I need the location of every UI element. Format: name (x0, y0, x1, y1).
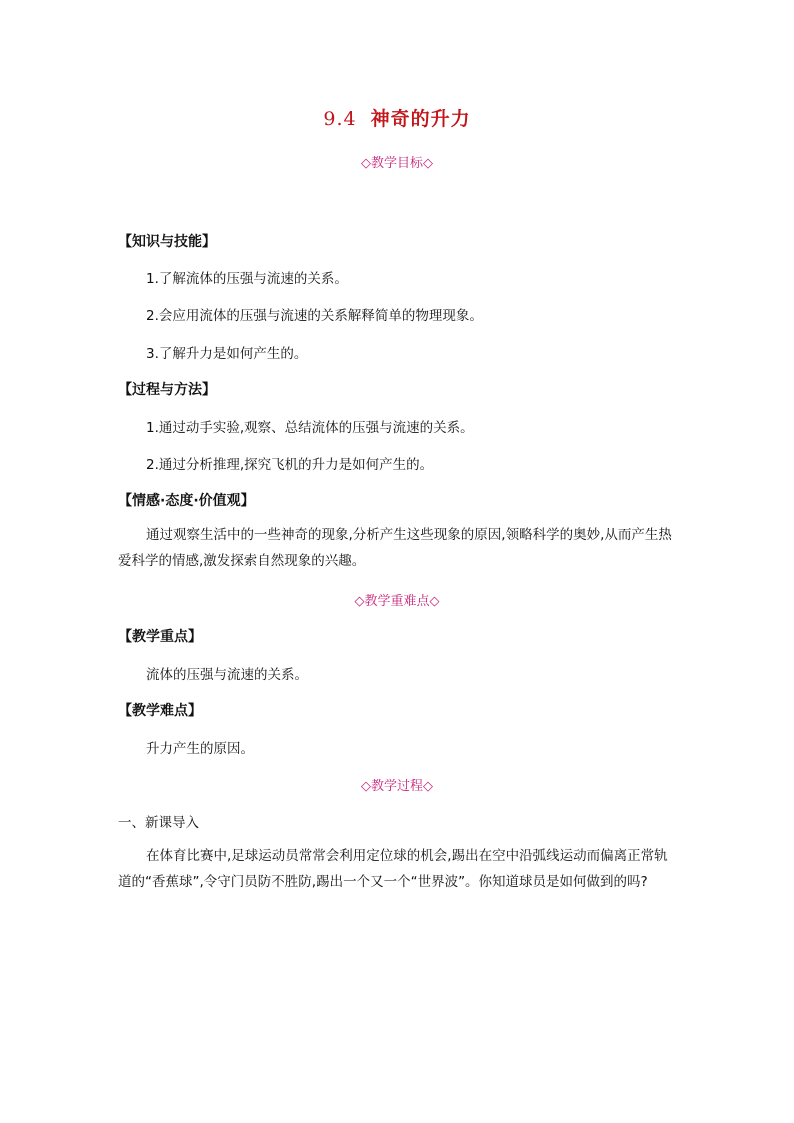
intro-paragraph: 在体育比赛中,足球运动员常常会利用定位球的机会,踢出在空中沿弧线运动而偏离正常轨道的“香蕉球”,令守门员防不胜防,踢出一个又一个“世界波”。你知道球员是如何做到的吗? (118, 848, 668, 890)
section-heading-process: ◇教学过程◇ (361, 779, 433, 794)
emotion-paragraph: 通过观察生活中的一些神奇的现象,分析产生这些现象的原因,领略科学的奥妙,从而产生热爱科学的情感,激发探索自然现象的兴趣。 (118, 527, 672, 569)
knowledge-item: 2.会应用流体的压强与流速的关系解释简单的物理现象。 (146, 308, 483, 324)
knowledge-item: 3.了解升力是如何产生的。 (146, 346, 308, 362)
heading-difficulty: 【教学难点】 (118, 703, 202, 719)
page-title (0, 104, 794, 131)
section-heading-keypoints: ◇教学重难点◇ (354, 594, 440, 609)
heading-method: 【过程与方法】 (118, 382, 216, 398)
lesson-title: 神奇的升力 (370, 108, 471, 130)
lesson-number: 9.4 (323, 108, 357, 130)
heading-intro: 一、新课导入 (118, 815, 199, 831)
method-item: 2.通过分析推理,探究飞机的升力是如何产生的。 (146, 457, 434, 473)
heading-emotion: 【情感·态度·价值观】 (118, 493, 255, 509)
heading-focus: 【教学重点】 (118, 629, 202, 645)
knowledge-item: 1.了解流体的压强与流速的关系。 (146, 271, 348, 287)
difficulty-text: 升力产生的原因。 (146, 741, 254, 757)
section-heading-goals: ◇教学目标◇ (361, 156, 433, 171)
heading-knowledge: 【知识与技能】 (118, 234, 216, 250)
method-item: 1.通过动手实验,观察、总结流体的压强与流速的关系。 (146, 420, 474, 436)
focus-text: 流体的压强与流速的关系。 (146, 667, 308, 683)
